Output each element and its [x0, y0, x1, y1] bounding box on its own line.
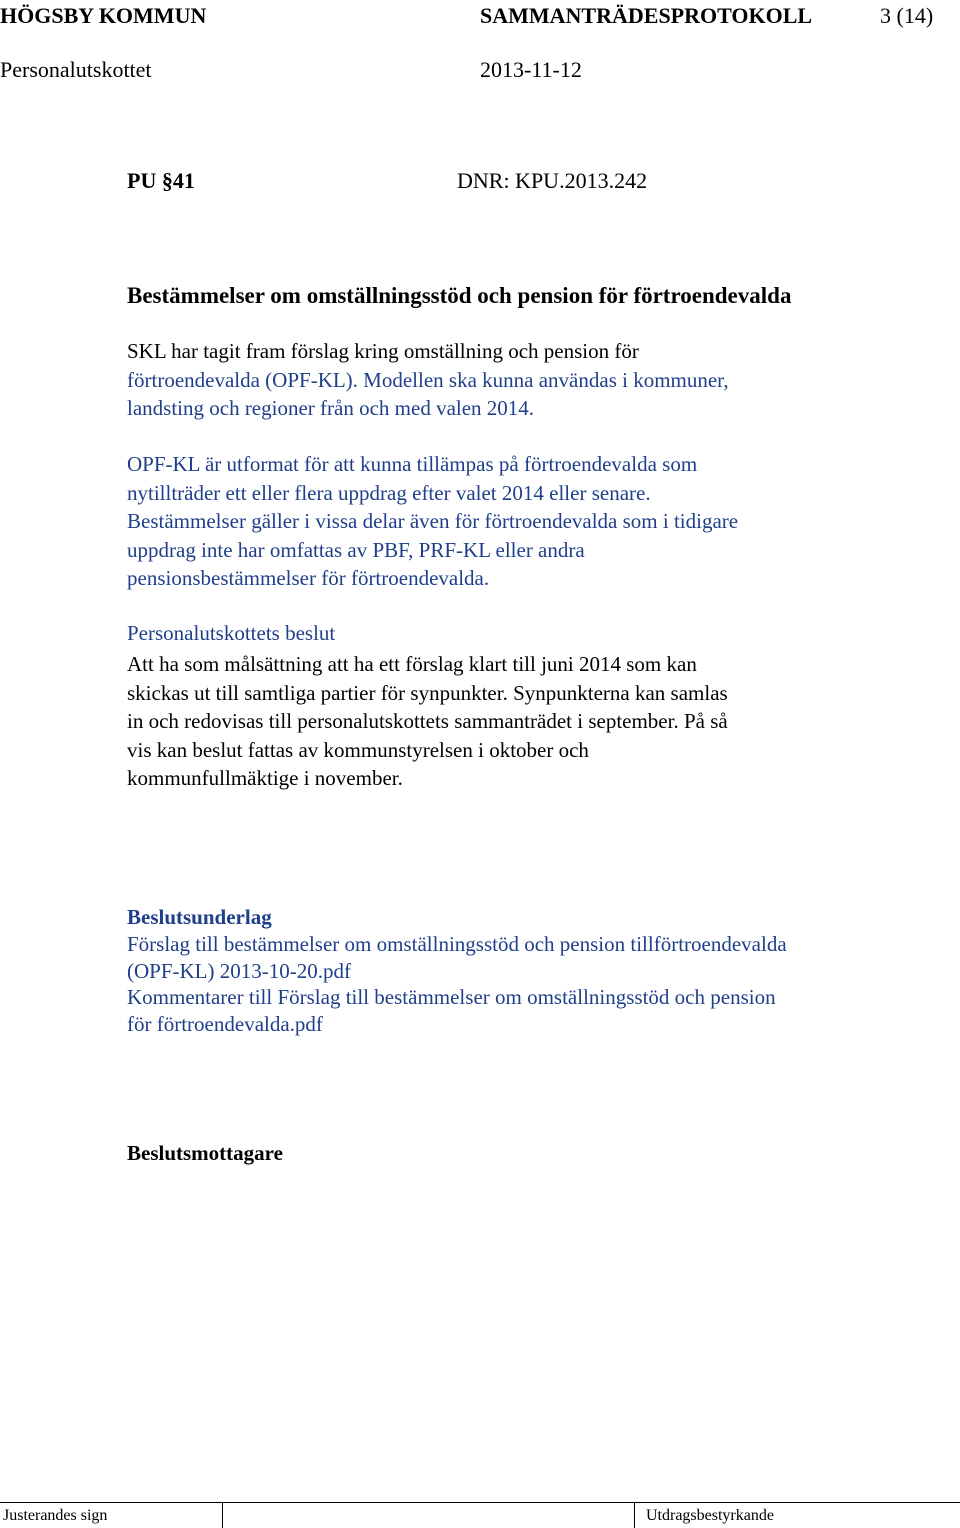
document-type: SAMMANTRÄDESPROTOKOLL: [480, 3, 813, 28]
meeting-date: 2013-11-12: [480, 57, 582, 82]
basis-heading: Beslutsunderlag: [127, 905, 272, 929]
text-line: uppdrag inte har omfattas av PBF, PRF-KL eller andra: [127, 537, 585, 562]
decision-heading: Personalutskottets beslut: [127, 621, 336, 645]
case-number: PU §41: [127, 168, 195, 193]
text-line: kommunfullmäktige i november.: [127, 766, 403, 790]
signature-footer: [0, 1502, 960, 1528]
text-line: SKL har tagit fram förslag kring omställning och pension för: [127, 339, 639, 363]
page-number: 3 (14): [880, 3, 934, 28]
text-line: Att ha som målsättning att ha ett förslag klart till juni 2014 som kan: [127, 652, 697, 676]
certification-label: Utdragsbestyrkande: [646, 1507, 774, 1524]
signature-label: Justerandes sign: [3, 1507, 108, 1524]
text-line: skickas ut till samtliga partier för synpunkter. Synpunkterna kan samlas: [127, 680, 728, 705]
attachment-line: för förtroendevalda.pdf: [127, 1011, 323, 1036]
text-line: landsting och regioner från och med valen 2014.: [127, 396, 535, 420]
recipients-heading: Beslutsmottagare: [127, 1141, 283, 1165]
attachment-line: (OPF-KL) 2013-10-20.pdf: [127, 958, 351, 983]
text-line: OPF-KL är utformat för att kunna tillämpas på förtroendevalda som: [127, 452, 698, 476]
paragraph-details: [127, 450, 867, 593]
decision-text: [127, 650, 867, 793]
footer-divider: [222, 1503, 223, 1528]
text-line: Bestämmelser gäller i vissa delar även för förtroendevalda som i tidigare: [127, 509, 739, 533]
footer-divider: [634, 1503, 635, 1528]
case-title: Bestämmelser om omställningsstöd och pension för förtroendevalda: [127, 283, 792, 308]
attachment-line: Kommentarer till Förslag till bestämmelser om omställningsstöd och pension: [127, 985, 776, 1009]
text-line: in och redovisas till personalutskottets sammanträdet i september. På så: [127, 709, 728, 733]
attachment-line: Förslag till bestämmelser om omställningsstöd och pension tillförtroendevalda: [127, 932, 787, 956]
text-line: vis kan beslut fattas av kommunstyrelsen i oktober och: [127, 737, 589, 762]
diary-number: DNR: KPU.2013.242: [457, 168, 648, 193]
text-line: nytillträder ett eller flera uppdrag efter valet 2014 eller senare.: [127, 480, 651, 505]
text-line: förtroendevalda (OPF-KL). Modellen ska kunna användas i kommuner,: [127, 367, 729, 392]
committee-name: Personalutskottet: [0, 57, 152, 82]
text-line: pensionsbestämmelser för förtroendevalda.: [127, 566, 490, 590]
municipality-name: HÖGSBY KOMMUN: [0, 3, 207, 28]
basis-list: [127, 931, 867, 1037]
paragraph-intro: [127, 337, 867, 423]
